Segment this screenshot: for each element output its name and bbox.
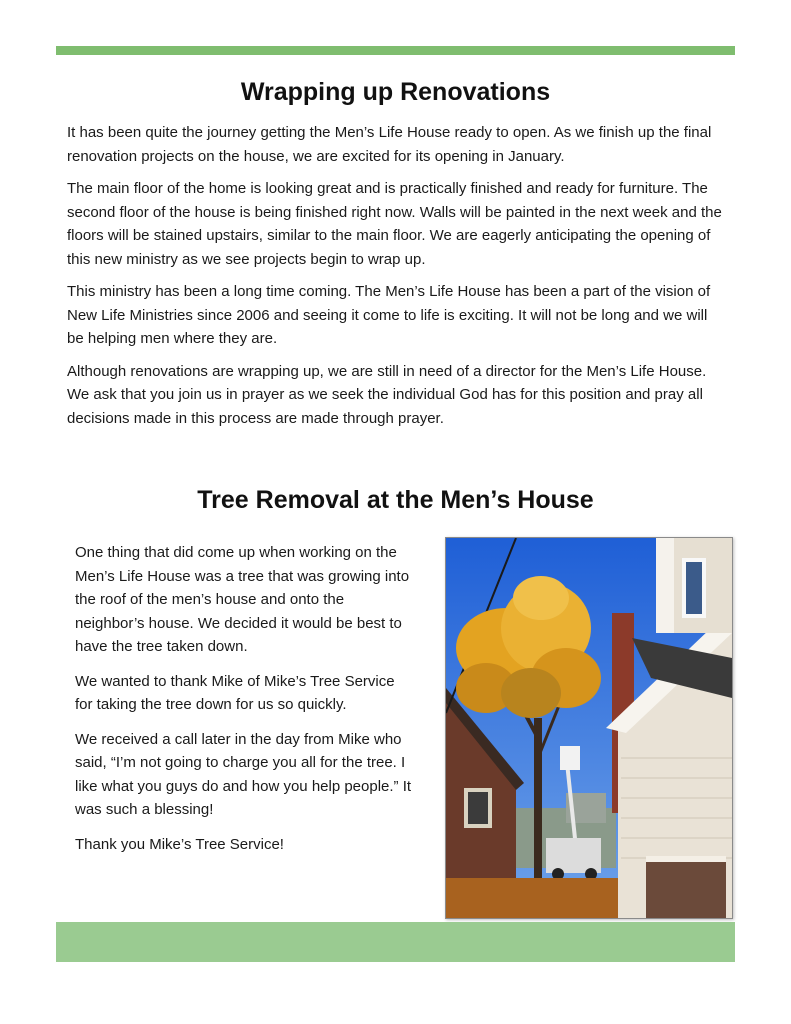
bottom-accent-bar xyxy=(56,922,735,962)
top-accent-bar xyxy=(56,46,735,55)
paragraph: Thank you Mike’s Tree Service! xyxy=(75,835,284,853)
section-renovations-body xyxy=(67,121,727,439)
paragraph: This ministry has been a long time coming. The Men’s Life House has been a part of the vision of New Life Ministries since 2006 and seeing it come to life is exciting. It will not be long and we will be helping men where they are. xyxy=(67,283,711,347)
tree-removal-photo xyxy=(445,537,733,919)
section-title-renovations: Wrapping up Renovations xyxy=(240,78,551,106)
paragraph: We received a call later in the day from Mike who said, “I’m not going to charge you all for the tree. I like what you guys do and how you help people.” It was such a blessing! xyxy=(75,730,412,818)
section-title-tree-removal: Tree Removal at the Men’s House xyxy=(197,486,594,514)
paragraph: It has been quite the journey getting the Men’s Life House ready to open. As we finish up the final renovation projects on the house, we are excited for its opening in January. xyxy=(67,124,712,165)
paragraph: We wanted to thank Mike of Mike’s Tree Service for taking the tree down for us so quickly. xyxy=(75,672,395,713)
paragraph: Although renovations are wrapping up, we are still in need of a director for the Men’s Life House. We ask that you join us in prayer as we seek the individual God has for this position and pray all decisions made in this process are made through prayer. xyxy=(67,362,707,427)
section-tree-removal-body xyxy=(75,541,415,867)
paragraph: One thing that did come up when working on the Men’s Life House was a tree that was growing into the roof of the men’s house and onto the neighbor’s house. We decided it would be best to have the tree taken down. xyxy=(75,544,410,655)
paragraph: The main floor of the home is looking great and is practically finished and ready for furniture. The second floor of the house is being finished right now. Walls will be painted in the next week and the floors will be stained upstairs, similar to the main floor. We are eagerly anticipating the opening of this new ministry as we see projects begin to wrap up. xyxy=(67,180,722,268)
